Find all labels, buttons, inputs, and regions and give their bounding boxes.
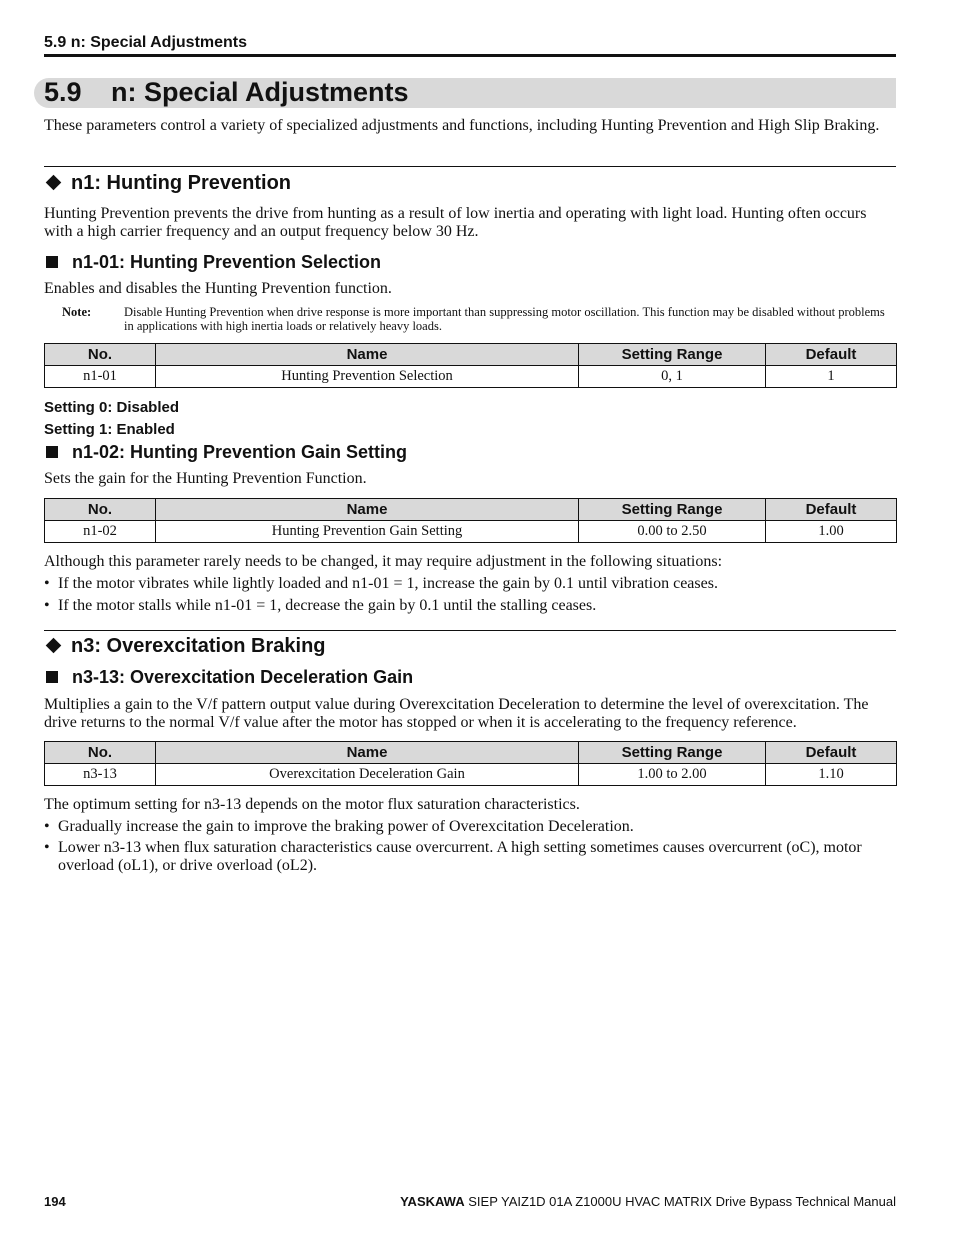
n1-02-after: Although this parameter rarely needs to be changed, it may require adjustment in the following situations: (44, 553, 723, 570)
intro-paragraph: These parameters control a variety of specialized adjustments and functions, including Hunting Prevention and High Slip Braking. (44, 117, 880, 134)
bullet-dot: • (44, 839, 50, 856)
note-text: Disable Hunting Prevention when drive response is more important than suppressing motor oscillation. This function may be disabled without problems in applications with high inertia loads or relatively heavy loads. (124, 305, 885, 333)
cell-no: n1-02 (45, 521, 156, 543)
n1-01-body: Enables and disables the Hunting Prevention function. (44, 280, 392, 297)
header-rule (44, 54, 896, 57)
heading-n1-01-text: n1-01: Hunting Prevention Selection (72, 252, 382, 272)
cell-name: Hunting Prevention Selection (156, 366, 579, 388)
n3-13-body: Multiplies a gain to the V/f pattern output value during Overexcitation Deceleration to determine the level of overexcitation. The drive returns to the normal V/f value after the motor has stopped or when it is accelerating to the frequency reference. (44, 696, 869, 731)
page-number: 194 (44, 1194, 66, 1209)
col-header-no: No. (45, 344, 156, 366)
col-header-name: Name (156, 344, 579, 366)
footer-brand: YASKAWA (400, 1194, 465, 1209)
n3-13-after: The optimum setting for n3-13 depends on the motor flux saturation characteristics. (44, 796, 580, 813)
col-header-no: No. (45, 499, 156, 521)
heading-n3-13-text: n3-13: Overexcitation Deceleration Gain (72, 667, 414, 687)
footer-manual-title: SIEP YAIZ1D 01A Z1000U HVAC MATRIX Drive Bypass Technical Manual (468, 1194, 896, 1209)
table-row (45, 764, 897, 786)
section-title-text: n: Special Adjustments (111, 77, 409, 107)
col-header-range: Setting Range (579, 742, 766, 764)
section-number: 5.9 (44, 77, 82, 107)
note-label: Note: (62, 305, 92, 319)
setting-1: Setting 1: Enabled (44, 421, 175, 438)
heading-n1-01 (44, 252, 381, 273)
cell-name: Overexcitation Deceleration Gain (156, 764, 579, 786)
heading-n3-13 (44, 667, 413, 688)
list-item (44, 597, 896, 615)
square-bullet-icon (46, 256, 58, 268)
n1-02-body: Sets the gain for the Hunting Prevention Function. (44, 470, 367, 487)
diamond-bullet-icon (46, 637, 62, 653)
parameter-table-n1-02 (44, 498, 897, 543)
cell-no: n1-01 (45, 366, 156, 388)
list-item (44, 818, 896, 836)
cell-range: 0, 1 (579, 366, 766, 388)
footer-title (400, 1194, 896, 1209)
parameter-table-n1-01 (44, 343, 897, 388)
list-item-text: If the motor vibrates while lightly loaded and n1-01 = 1, increase the gain by 0.1 until vibration ceases. (58, 575, 718, 592)
list-item (44, 839, 896, 874)
table-header-row (45, 742, 897, 764)
cell-default: 1.10 (766, 764, 897, 786)
divider (44, 166, 896, 167)
col-header-default: Default (766, 344, 897, 366)
heading-n1-text: n1: Hunting Prevention (71, 172, 291, 194)
heading-n3 (44, 635, 326, 658)
heading-n1 (44, 172, 291, 195)
section-title (44, 77, 409, 108)
col-header-default: Default (766, 742, 897, 764)
cell-default: 1.00 (766, 521, 897, 543)
bullet-dot: • (44, 597, 50, 614)
heading-n3-text: n3: Overexcitation Braking (71, 635, 326, 657)
running-head: 5.9 n: Special Adjustments (44, 34, 248, 51)
cell-default: 1 (766, 366, 897, 388)
cell-range: 1.00 to 2.00 (579, 764, 766, 786)
parameter-table-n3-13 (44, 741, 897, 786)
heading-n1-02 (44, 442, 407, 463)
cell-range: 0.00 to 2.50 (579, 521, 766, 543)
square-bullet-icon (46, 446, 58, 458)
col-header-no: No. (45, 742, 156, 764)
col-header-name: Name (156, 742, 579, 764)
list-item (44, 575, 896, 593)
bullet-dot: • (44, 818, 50, 835)
heading-n1-02-text: n1-02: Hunting Prevention Gain Setting (72, 442, 408, 462)
cell-name: Hunting Prevention Gain Setting (156, 521, 579, 543)
diamond-bullet-icon (46, 174, 62, 190)
table-row (45, 366, 897, 388)
bullet-dot: • (44, 575, 50, 592)
table-header-row (45, 499, 897, 521)
table-row (45, 521, 897, 543)
col-header-range: Setting Range (579, 499, 766, 521)
col-header-default: Default (766, 499, 897, 521)
setting-0: Setting 0: Disabled (44, 399, 180, 416)
square-bullet-icon (46, 671, 58, 683)
list-item-text: Gradually increase the gain to improve the braking power of Overexcitation Deceleration. (58, 818, 634, 835)
col-header-range: Setting Range (579, 344, 766, 366)
cell-no: n3-13 (45, 764, 156, 786)
list-item-text: If the motor stalls while n1-01 = 1, decrease the gain by 0.1 until the stalling ceases. (58, 597, 597, 614)
col-header-name: Name (156, 499, 579, 521)
list-item-text: Lower n3-13 when flux saturation characteristics cause overcurrent. A high setting sometimes causes overcurrent (oC), motor overload (oL1), or drive overload (oL2). (58, 839, 862, 874)
table-header-row (45, 344, 897, 366)
n1-body: Hunting Prevention prevents the drive from hunting as a result of low inertia and operating with light load. Hunting often occurs with a high carrier frequency and an output frequency below 30 Hz. (44, 205, 867, 240)
divider (44, 630, 896, 631)
